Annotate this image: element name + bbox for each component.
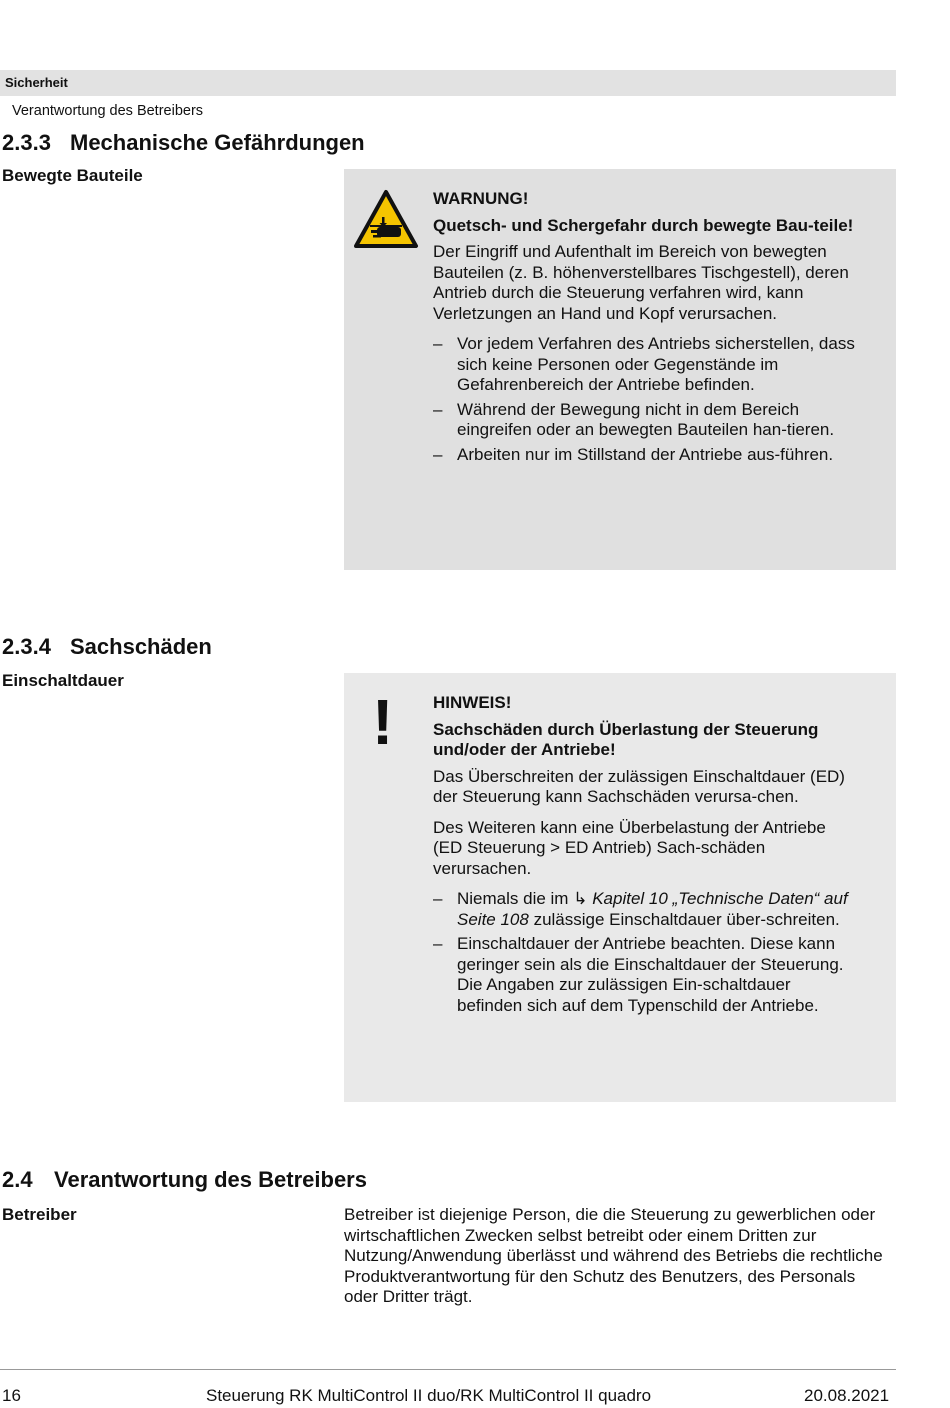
footer-divider	[0, 1369, 896, 1370]
exclamation-icon: !	[372, 686, 394, 758]
footer-product-name: Steuerung RK MultiControl II duo/RK MultiControl II quadro	[206, 1386, 652, 1405]
list-item	[433, 445, 858, 466]
hand-crush-warning-icon	[353, 189, 419, 249]
warning-text: Der Eingriff und Aufenthalt im Bereich von bewegten Bauteilen (z. B. höhenverstellbares Tischgestell), deren Antrieb durch die Steuerung verfahren wird, kann Verletzungen an Hand und Kopf verursachen.	[433, 242, 849, 323]
notice-text-1: Das Überschreiten der zulässigen Einschaltdauer (ED) der Steuerung kann Sachschäden verursa-chen.	[433, 766, 845, 806]
list-dash: –	[433, 334, 443, 353]
cross-reference-link[interactable]: Kapitel 10 „Technische Daten“ auf Seite 108	[457, 889, 848, 929]
section-title: Verantwortung des Betreibers	[54, 1167, 367, 1192]
running-header-subsection: Verantwortung des Betreibers	[12, 103, 204, 119]
footer-date: 20.08.2021	[804, 1386, 890, 1405]
list-item-text: Vor jedem Verfahren des Antriebs sicherstellen, dass sich keine Personen oder Gegenstände im Gefahrenbereich der Antriebe befinden.	[457, 334, 855, 394]
list-item-text: Während der Bewegung nicht in dem Bereich eingreifen oder an bewegten Bauteilen han-tieren.	[457, 399, 835, 439]
notice-text-2: Des Weiteren kann eine Überbelastung der Antriebe (ED Steuerung > ED Antrieb) Sach-schäden verursachen.	[433, 817, 826, 878]
warning-box	[344, 169, 896, 570]
notice-title: Sachschäden durch Überlastung der Steuerung und/oder der Antriebe!	[433, 719, 819, 759]
list-item	[433, 334, 858, 396]
warning-signal-word: WARNUNG!	[433, 189, 529, 208]
list-dash: –	[433, 889, 443, 908]
section-number: 2.3.4	[2, 634, 51, 659]
section-title: Mechanische Gefährdungen	[70, 130, 365, 155]
list-item	[433, 889, 858, 930]
notice-signal-word: HINWEIS!	[433, 693, 512, 712]
list-item	[433, 934, 858, 1016]
section-heading-2-4	[2, 1167, 367, 1193]
warning-measures-list	[433, 334, 858, 465]
list-item-prefix: Niemals die im	[457, 889, 569, 908]
section-number: 2.3.3	[2, 130, 51, 155]
list-item	[433, 400, 858, 441]
section-heading-2-3-3	[2, 130, 365, 156]
list-dash: –	[433, 934, 443, 953]
running-header-bar	[0, 70, 896, 96]
notice-box	[344, 673, 896, 1102]
section-heading-2-3-4	[2, 634, 212, 660]
notice-measures-list	[433, 889, 858, 1016]
running-header-section: Sicherheit	[5, 75, 68, 90]
list-dash: –	[433, 444, 443, 464]
list-dash: –	[433, 399, 443, 419]
warning-title: Quetsch- und Schergefahr durch bewegte Bau-teile!	[433, 215, 854, 235]
side-label-bewegte-bauteile: Bewegte Bauteile	[2, 166, 143, 185]
section-title: Sachschäden	[70, 634, 212, 659]
betreiber-definition-text: Betreiber ist diejenige Person, die die Steuerung zu gewerblichen oder wirtschaftlichen Zwecken selbst betreibt oder einem Dritten zur Nutzung/Anwendung überlässt und während des Betriebs die rechtliche Produktverantwortung für den Schutz des Benutzers, des Personals oder Dritter trägt.	[344, 1205, 883, 1306]
list-item-suffix: zulässige Einschaltdauer über-schreiten.	[533, 909, 840, 929]
side-label-einschaltdauer: Einschaltdauer	[2, 671, 124, 690]
page-number: 16	[2, 1386, 21, 1405]
section-number: 2.4	[2, 1167, 33, 1192]
side-label-betreiber: Betreiber	[2, 1205, 77, 1224]
cross-reference-arrow-icon: ↳	[573, 889, 588, 908]
list-item-text: Einschaltdauer der Antriebe beachten. Diese kann geringer sein als die Einschaltdauer der Steuerung. Die Angaben zur zulässigen Ein-schaltdauer befinden sich auf dem Typenschild der Antriebe.	[457, 934, 844, 1015]
list-item-text: Arbeiten nur im Stillstand der Antriebe aus-führen.	[457, 444, 834, 464]
